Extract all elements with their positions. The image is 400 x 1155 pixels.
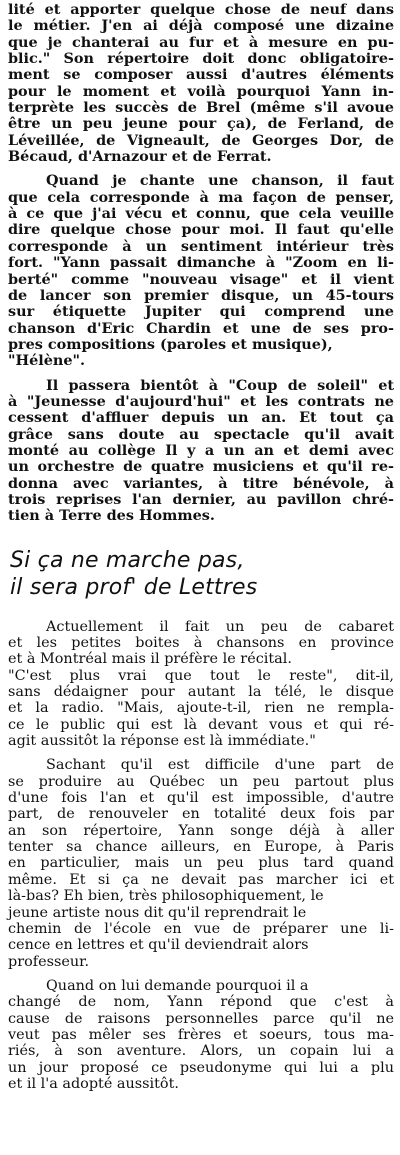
article-paragraph-3 (8, 378, 394, 525)
text-line: à ce que j'ai vécu et connu, que cela veuille (8, 205, 395, 223)
text-line: même. Et si ça ne devait pas marcher ici et (8, 871, 394, 888)
text-line: ce le public qui est là devant vous et qui ré- (8, 716, 395, 733)
text-line: à "Jeunesse d'aujourd'hui" et les contrats ne (8, 392, 394, 410)
text-line: an son répertoire, Yann songe déjà à aller (8, 822, 394, 839)
text-line: Quand je chante une chanson, il faut (46, 172, 395, 190)
headline-line: Si ça ne marche pas, (10, 547, 245, 573)
text-line: dire quelque chose pour moi. Il faut qu'elle (8, 221, 394, 239)
text-line: cause de raisons personnelles parce qu'il ne (8, 1010, 394, 1027)
text-line: être un peu jeune pour ça), de Ferland, de (8, 115, 394, 133)
text-line: le métier. J'en ai déjà composé une dizaine (8, 17, 394, 35)
text-line: un jour proposé ce pseudonyme qui lui a plu (8, 1059, 394, 1076)
text-line: blic." Son répertoire doit donc obligatoire- (8, 50, 394, 68)
text-line: Actuellement il fait un peu de cabaret (46, 618, 394, 635)
paragraph-spacer (8, 749, 394, 757)
text-line: berté" comme "nouveau visage" et il vient (8, 270, 395, 288)
text-line: cessent d'affluer depuis un an. Et tout ça (8, 409, 394, 427)
text-line: Léveillée, de Vigneault, de Georges Dor, de (8, 131, 395, 149)
text-line: corresponde à un sentiment intérieur très (8, 237, 395, 255)
text-line: riés, à son aventure. Alors, un copain lui a (8, 1043, 395, 1060)
paragraph-spacer (8, 970, 394, 978)
headline-line: il sera prof' de Lettres (10, 574, 258, 600)
text-line: Quand on lui demande pourquoi il a (46, 977, 309, 994)
text-line: "C'est plus vrai que tout le reste", dit-il, (8, 667, 394, 684)
text-line: professeur. (8, 953, 90, 970)
text-line: en particulier, mais un peu plus tard quand (8, 855, 394, 872)
text-line: Sachant qu'il est difficile d'une part de (46, 757, 394, 774)
text-line: veut pas mêler ses frères et soeurs, tous ma- (8, 1026, 394, 1043)
text-line: sur étiquette Jupiter qui comprend une (8, 303, 394, 321)
text-line: pres compositions (paroles et musique), (8, 335, 333, 353)
text-line: là-bas? Eh bien, très philosophiquement, le (8, 888, 324, 905)
text-line: pour le moment et voilà pourquoi Yann in- (8, 82, 395, 100)
text-line: d'une fois l'an et qu'il est impossible, d'autre (8, 790, 394, 807)
article-paragraph-4 (8, 619, 394, 750)
text-line: tenter sa chance ailleurs, en Europe, à Paris (8, 839, 394, 856)
text-line: lité et apporter quelque chose de neuf dans (8, 1, 394, 18)
text-line: que cela corresponde à ma façon de penser, (8, 188, 394, 206)
text-line: Il passera bientôt à "Coup de soleil" et (46, 376, 395, 394)
text-line: que je chanterai au fur et à mesure en pu- (8, 33, 395, 51)
text-line: un orchestre de quatre musiciens et qu'il re- (8, 458, 394, 476)
text-line: fort. "Yann passait dimanche à "Zoom en li- (8, 254, 395, 272)
text-line: chanson d'Eric Chardin et une de ses pro- (8, 319, 395, 337)
text-line: tien à Terre des Hommes. (8, 507, 215, 525)
article-paragraph-2 (8, 173, 394, 369)
text-line: ment se composer aussi d'autres éléments (8, 66, 395, 84)
text-line: et les petites boites à chansons en province (8, 635, 394, 651)
text-line: de lancer son premier disque, un 45-tours (8, 286, 394, 304)
text-line: se produire au Québec un peu partout plus (8, 773, 395, 790)
text-line: Bécaud, d'Arnazour et de Ferrat. (8, 148, 272, 166)
text-line: "Hélène". (8, 352, 85, 370)
text-line: trois reprises l'an dernier, au pavillon chré- (8, 490, 395, 508)
text-line: jeune artiste nous dit qu'il reprendrait le (8, 904, 307, 921)
article-paragraph-6 (8, 978, 394, 1092)
text-line: donna avec variantes, à titre bénévole, à (8, 474, 395, 492)
text-line: chemin de l'école en vue de préparer une li- (8, 920, 394, 937)
article-paragraph-5 (8, 757, 394, 969)
text-line: et il l'a adopté aussitôt. (8, 1075, 179, 1092)
text-line: sans dédaigner pour autant la télé, le disque (8, 684, 394, 701)
text-line: part, de renouveler en totalité deux fois par (8, 806, 394, 823)
text-line: grâce sans doute au spectacle qu'il avait (8, 425, 394, 443)
text-line: changé de nom, Yann répond que c'est à (8, 994, 394, 1011)
article-paragraph-1 (8, 2, 394, 165)
text-line: agit aussitôt la réponse est là immédiate." (8, 733, 316, 750)
text-line: et à Montréal mais il préfère le récital. (8, 651, 292, 668)
text-line: terprète les succès de Brel (même s'il avoue (8, 99, 394, 117)
text-line: et la radio. "Mais, ajoute-t-il, rien ne rempla- (8, 700, 395, 717)
article-subheadline (10, 547, 394, 601)
text-line: cence en lettres et qu'il deviendrait alors (8, 937, 309, 954)
text-line: monté au collège Il y a un an et demi avec (8, 441, 394, 459)
